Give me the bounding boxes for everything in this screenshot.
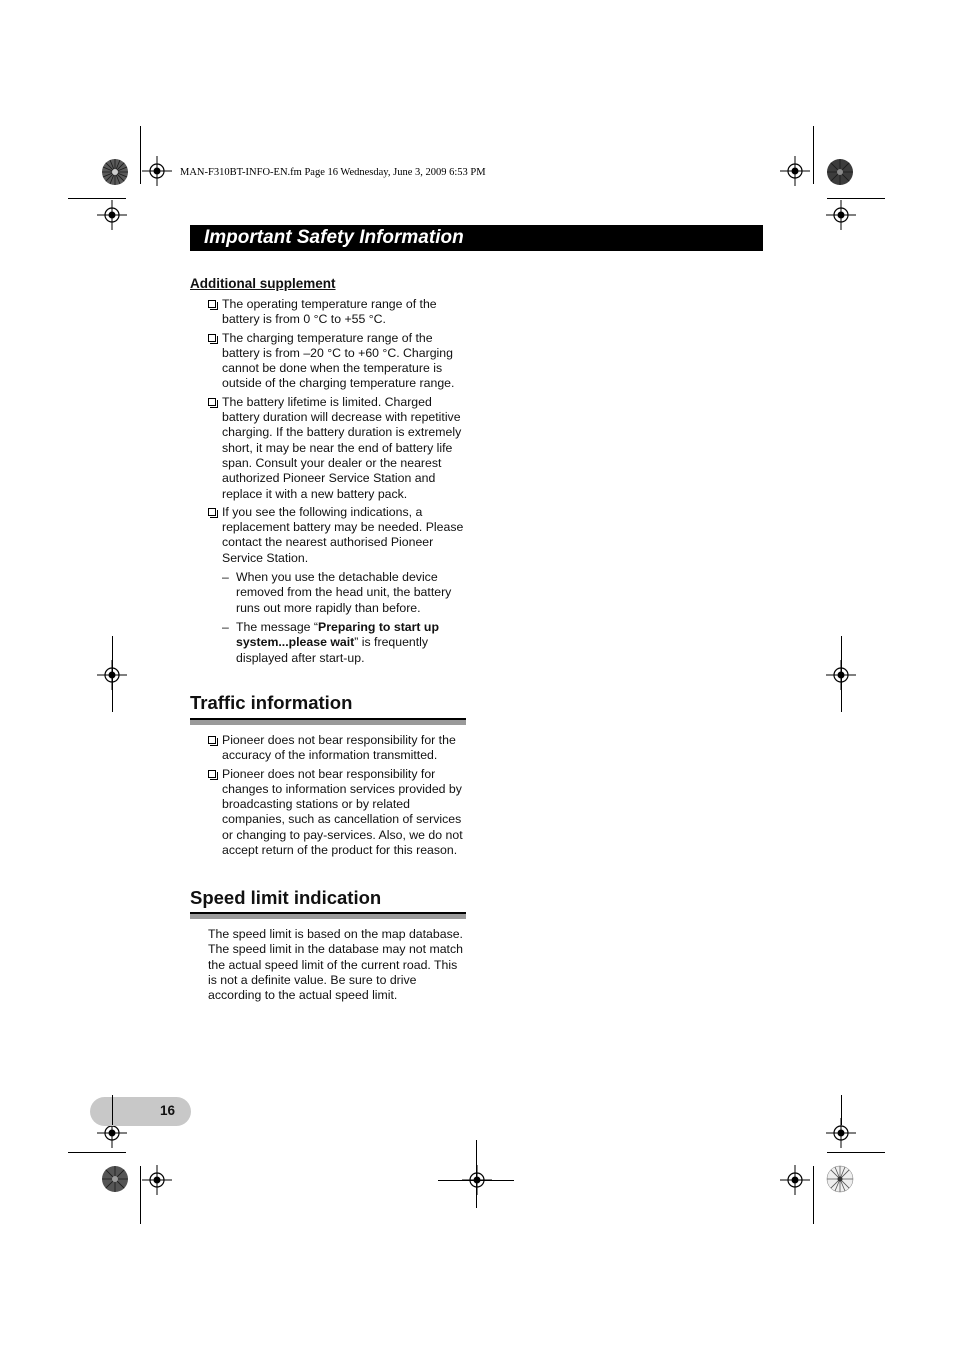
list-item: Pioneer does not bear responsibility for the accuracy of the information transmitted.	[208, 733, 470, 764]
checkbox-icon	[208, 770, 216, 778]
file-header: MAN-F310BT-INFO-EN.fm Page 16 Wednesday, June 3, 2009 6:53 PM	[180, 167, 486, 178]
registration-mark-icon	[780, 1165, 810, 1195]
additional-supplement-heading: Additional supplement	[190, 276, 336, 291]
checkbox-icon	[208, 398, 216, 406]
list-item: Pioneer does not bear responsibility for changes to information services provided by broadcasting stations or by related companies, such as cancellation of services or changing to pay-services. Also, we do not accept return of the product for this reason.	[208, 767, 470, 859]
sub-list-item: – The message “Preparing to start up system...please wait” is frequently displayed after start-up.	[222, 619, 439, 665]
title-bar	[190, 225, 763, 251]
dash-icon: –	[222, 619, 229, 634]
speed-limit-heading: Speed limit indication	[190, 887, 382, 908]
color-wheel-icon	[826, 1165, 854, 1193]
registration-mark-icon	[97, 200, 127, 230]
heading-rule	[190, 718, 466, 725]
page-number-tab	[90, 1097, 191, 1126]
checkbox-icon	[208, 300, 216, 308]
registration-mark-icon	[826, 200, 856, 230]
checkbox-icon	[208, 508, 216, 516]
color-wheel-icon	[101, 1165, 129, 1193]
sub-list-item: – When you use the detachable device removed from the head unit, the battery runs out more rapidly than before.	[222, 570, 452, 615]
page-title: Important Safety Information	[204, 227, 464, 248]
dash-icon: –	[222, 570, 229, 585]
speed-limit-body: The speed limit is based on the map database. The speed limit in the database may not match the actual speed limit of the current road. This is not a definite value. Be sure to drive according to the actual speed limit.	[208, 927, 463, 1003]
list-item: The operating temperature range of the battery is from 0 °C to +55 °C.	[208, 297, 470, 328]
traffic-information-heading: Traffic information	[190, 692, 353, 713]
checkbox-icon	[208, 736, 216, 744]
list-item: The charging temperature range of the battery is from –20 °C to +60 °C. Charging cannot be done when the temperature is outside of the charging temperature range.	[208, 331, 470, 392]
registration-mark-icon	[142, 1165, 172, 1195]
list-item: If you see the following indications, a replacement battery may be needed. Please contact the nearest authorised Pioneer Service Station.	[208, 505, 470, 566]
registration-mark-icon	[780, 156, 810, 186]
color-wheel-icon	[826, 158, 854, 186]
traffic-information-list	[208, 733, 470, 861]
color-wheel-icon	[101, 158, 129, 186]
list-item: The battery lifetime is limited. Charged battery duration will decrease with repetitive charging. If the battery duration is extremely short, it may be near the end of battery life span. Consult your dealer or the nearest authorized Pioneer Service Station and replace it with a new battery pack.	[208, 395, 470, 502]
checkbox-icon	[208, 334, 216, 342]
additional-supplement-list	[208, 297, 470, 669]
registration-mark-icon	[142, 156, 172, 186]
heading-rule	[190, 912, 466, 919]
page-number: 16	[159, 1103, 175, 1118]
